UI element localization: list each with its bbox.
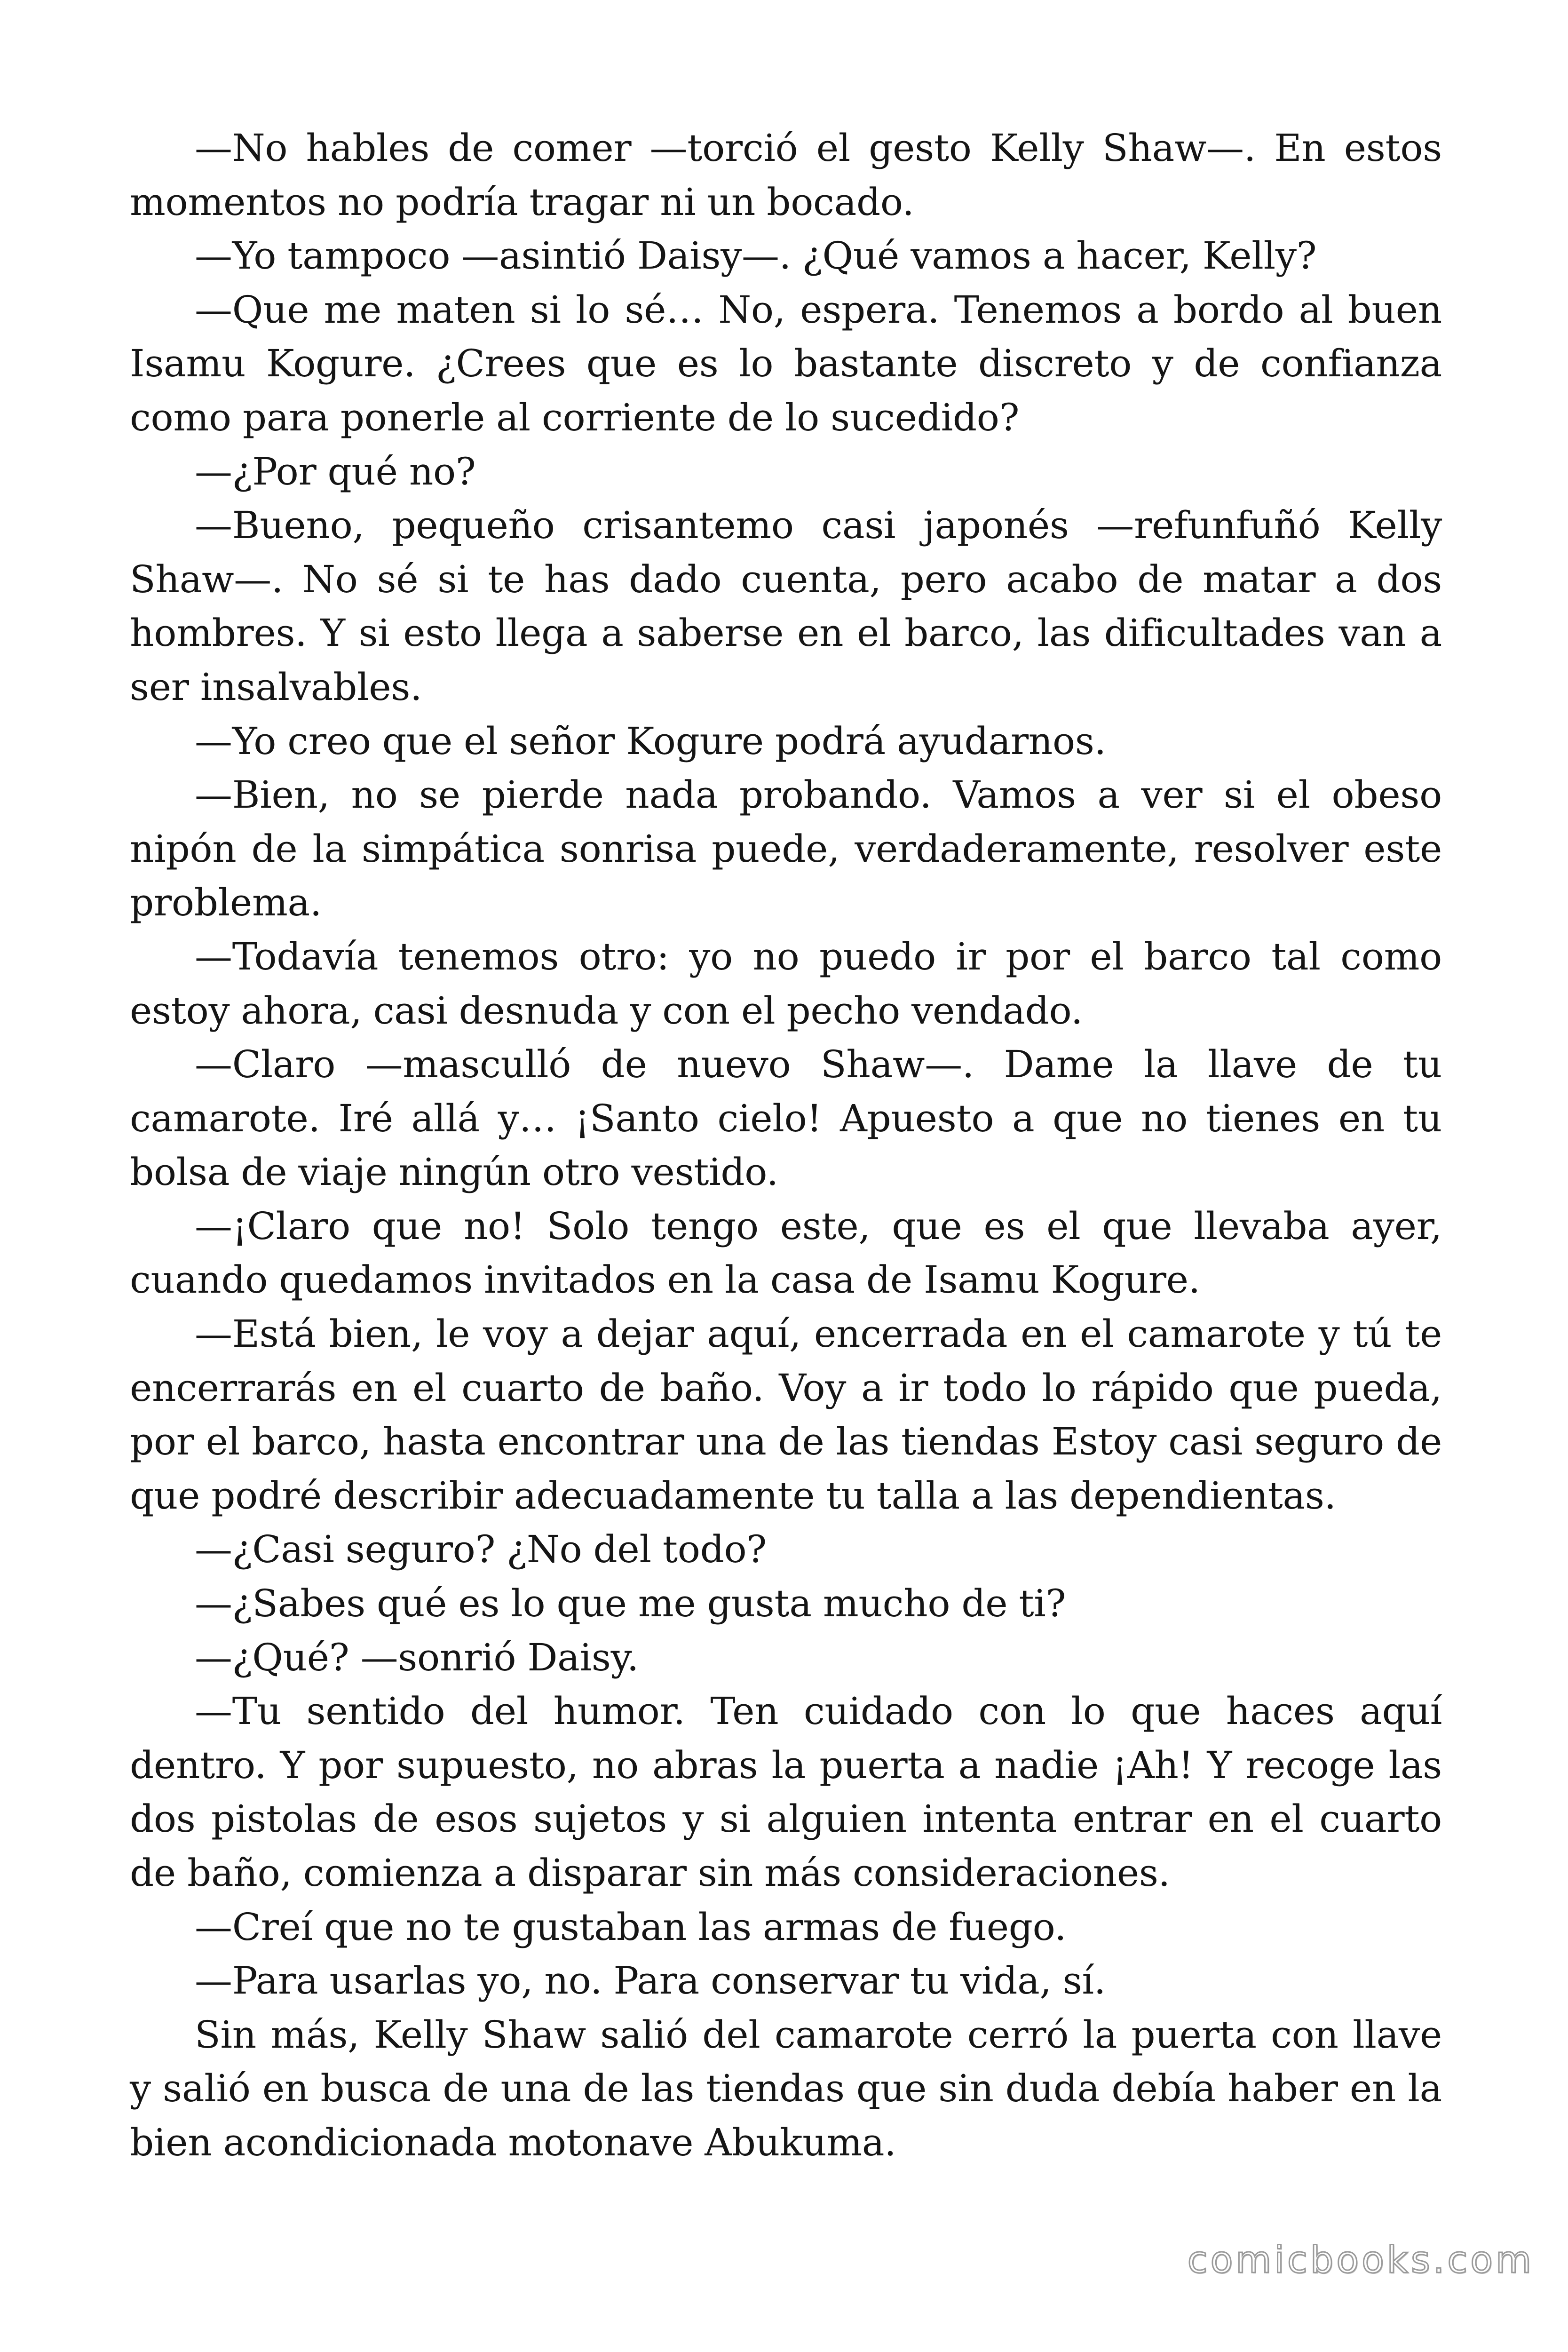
watermark: comicbooks.com [1187, 2239, 1534, 2281]
paragraph: Sin más, Kelly Shaw salió del camarote cerró la puerta con llave y salió en busca de una de las tiendas que sin duda debía haber en la bien acondicionada motonave Abukuma. [130, 2012, 1442, 2164]
paragraph: —Está bien, le voy a dejar aquí, encerrada en el camarote y tú te encerrarás en el cuarto de baño. Voy a ir todo lo rápido que pueda, por el barco, hasta encontrar una de las tiendas Estoy casi seguro de que podré describir adecuadamente tu talla a las dependientas. [130, 1312, 1442, 1518]
paragraph: —Yo creo que el señor Kogure podrá ayudarnos. [195, 719, 1106, 763]
paragraph: —No hables de comer —torció el gesto Kelly Shaw—. En estos momentos no podría tragar ni un bocado. [130, 126, 1442, 224]
page-body [130, 121, 1442, 2170]
paragraph: —Claro —masculló de nuevo Shaw—. Dame la llave de tu camarote. Iré allá y… ¡Santo cielo! Apuesto a que no tienes en tu bolsa de viaje ningún otro vestido. [130, 1042, 1442, 1194]
paragraph: —Yo tampoco —asintió Daisy—. ¿Qué vamos a hacer, Kelly? [195, 234, 1317, 278]
paragraph: —¿Casi seguro? ¿No del todo? [195, 1527, 767, 1572]
paragraph: —¿Por qué no? [195, 449, 476, 493]
paragraph: —¡Claro que no! Solo tengo este, que es el que llevaba ayer, cuando quedamos invitados en la casa de Isamu Kogure. [130, 1204, 1442, 1302]
paragraph: —Para usarlas yo, no. Para conservar tu vida, sí. [195, 1959, 1106, 2003]
paragraph: —Creí que no te gustaban las armas de fuego. [195, 1905, 1067, 1949]
paragraph: —Bien, no se pierde nada probando. Vamos a ver si el obeso nipón de la simpática sonrisa puede, verdaderamente, resolver este problema. [130, 773, 1442, 925]
paragraph: —Todavía tenemos otro: yo no puedo ir por el barco tal como estoy ahora, casi desnuda y con el pecho vendado. [130, 934, 1442, 1033]
paragraph: —Tu sentido del humor. Ten cuidado con lo que haces aquí dentro. Y por supuesto, no abras la puerta a nadie ¡Ah! Y recoge las dos pistolas de esos sujetos y si alguien intenta entrar en el cuarto de baño, comienza a disparar sin más consideraciones. [130, 1689, 1442, 1895]
paragraph: —Que me maten si lo sé… No, espera. Tenemos a bordo al buen Isamu Kogure. ¿Crees que es lo bastante discreto y de confianza como para ponerle al corriente de lo sucedido? [130, 287, 1442, 439]
paragraph: —¿Sabes qué es lo que me gusta mucho de ti? [195, 1581, 1066, 1626]
paragraph: —Bueno, pequeño crisantemo casi japonés —refunfuñó Kelly Shaw—. No sé si te has dado cuenta, pero acabo de matar a dos hombres. Y si esto llega a saberse en el barco, las dificultades van a ser insalvables. [130, 503, 1442, 709]
paragraph: —¿Qué? —sonrió Daisy. [195, 1635, 639, 1679]
